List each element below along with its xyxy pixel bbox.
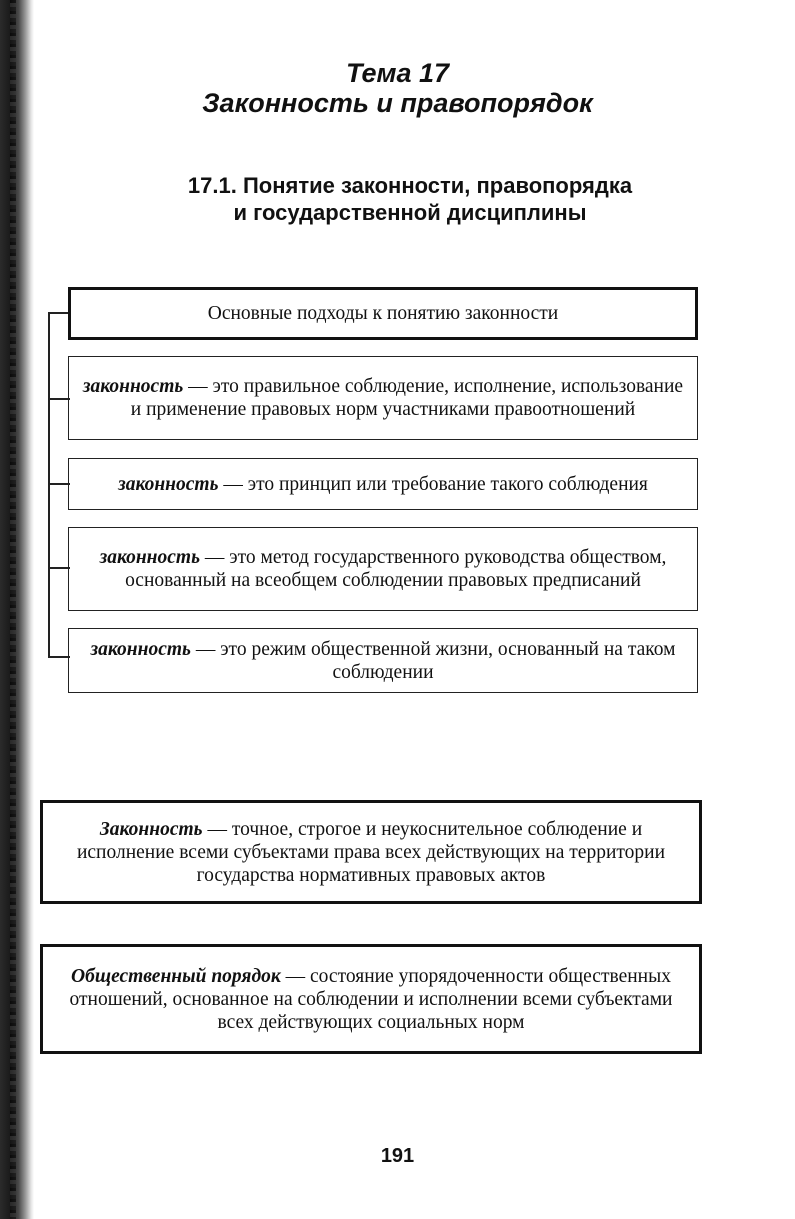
definition-public-order-box: [40, 944, 702, 1054]
diagram-connector-1: [48, 398, 70, 400]
diagram-root-box: [68, 287, 698, 340]
topic-title: Законность и правопорядок: [202, 88, 593, 118]
definition-legality-text: Законность — точное, строгое и неукоснительное соблюдение и исполнение всеми субъектами права всех действующих на территории государства нормативных правовых актов: [76, 818, 666, 886]
section-title-line2: и государственной дисциплины: [233, 200, 587, 225]
diagram-item-text: законность — это правильное соблюдение, исполнение, использование и применение правовых норм участниками правоотношений: [82, 376, 684, 420]
term: законность: [82, 376, 184, 397]
diagram-root-label: Основные подходы к понятию законности: [207, 303, 559, 324]
diagram-connector-root: [48, 312, 70, 314]
term: законность: [118, 473, 219, 495]
diagram-item-box: [68, 628, 698, 693]
term: законность: [90, 638, 191, 660]
book-binding-edge: [0, 0, 34, 1219]
diagram-connector-3: [48, 567, 70, 569]
diagram-item-box: [68, 527, 698, 611]
section-title-line1: 17.1. Понятие законности, правопорядка: [187, 173, 633, 198]
diagram-item-text: законность — это режим общественной жизни, основанный на таком соблюдении: [90, 638, 676, 683]
page-number: 191: [380, 1145, 415, 1167]
term: Законность: [99, 818, 203, 840]
diagram-item-text: законность — это принцип или требование такого соблюдения: [118, 473, 648, 495]
term: Общественный порядок: [71, 965, 281, 987]
diagram-connector-2: [48, 483, 70, 485]
definition-legality-box: [40, 800, 702, 904]
term: законность: [99, 547, 200, 568]
topic-number: Тема 17: [345, 58, 449, 88]
definition-public-order-text: Общественный порядок — состояние упорядоченности общественных отношений, основанное на соблюдении и исполнении всеми субъектами всех действующих социальных норм: [69, 965, 673, 1033]
diagram-item-box: [68, 458, 698, 510]
diagram-item-box: [68, 356, 698, 440]
diagram-connector-4: [48, 656, 70, 658]
diagram-item-text: законность — это метод государственного руководства обществом, основанный на всеобщем соблюдении правовых предписаний: [99, 547, 667, 591]
diagram-connector-trunk: [48, 312, 50, 658]
